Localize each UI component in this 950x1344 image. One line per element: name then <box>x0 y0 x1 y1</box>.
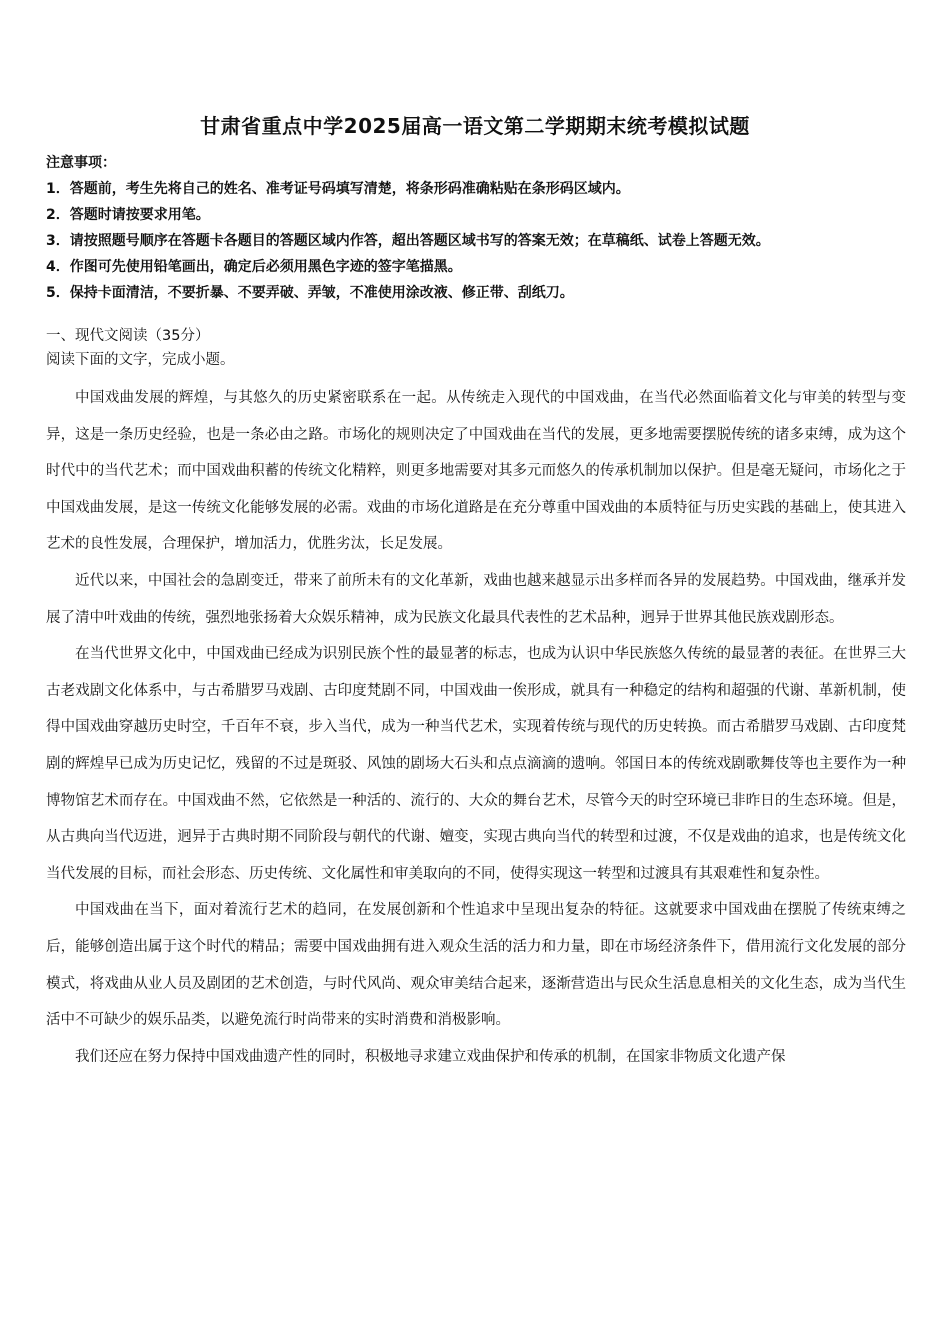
notice-item: 4．作图可先使用铅笔画出，确定后必须用黑色字迹的签字笔描黑。 <box>46 259 462 275</box>
passage-paragraph: 中国戏曲在当下，面对着流行艺术的趋同，在发展创新和个性追求中呈现出复杂的特征。这就要求中国戏曲在摆脱了传统束缚之后，能够创造出属于这个时代的精品；需要中国戏曲拥有进入观众生活的活力和力量，即在市场经济条件下，借用流行文化发展的部分模式，将戏曲从业人员及剧团的艺术创造，与时代风尚、观众审美结合起来，逐渐营造出与民众生活息息相关的文化生态，成为当代生活中不可缺少的娱乐品类，以避免流行时尚带来的实时消费和消极影响。 <box>46 902 906 1029</box>
notice-item: 3．请按照题号顺序在答题卡各题目的答题区域内作答，超出答题区域书写的答案无效；在草稿纸、试卷上答题无效。 <box>46 233 770 249</box>
page-title: 甘肃省重点中学2025届高一语文第二学期期末统考模拟试题 <box>200 114 750 138</box>
notice-heading: 注意事项： <box>46 155 116 171</box>
notice-item: 1．答题前，考生先将自己的姓名、准考证号码填写清楚，将条形码准确粘贴在条形码区域内。 <box>46 181 630 197</box>
section-instruction: 阅读下面的文字，完成小题。 <box>46 352 235 368</box>
notice-item: 2．答题时请按要求用笔。 <box>46 207 210 223</box>
passage-paragraph: 中国戏曲发展的辉煌，与其悠久的历史紧密联系在一起。从传统走入现代的中国戏曲，在当代必然面临着文化与审美的转型与变异，这是一条历史经验，也是一条必由之路。市场化的规则决定了中国戏曲在当代的发展，更多地需要摆脱传统的诸多束缚，成为这个时代中的当代艺术；而中国戏曲积蓄的传统文化精粹，则更多地需要对其多元而悠久的传承机制加以保护。但是毫无疑问，市场化之于中国戏曲发展，是这一传统文化能够发展的必需。戏曲的市场化道路是在充分尊重中国戏曲的本质特征与历史实践的基础上，使其进入艺术的良性发展，合理保护，增加活力，优胜劣汰，长足发展。 <box>46 390 906 553</box>
notice-item: 5．保持卡面清洁，不要折暴、不要弄破、弄皱，不准使用涂改液、修正带、刮纸刀。 <box>46 285 574 301</box>
passage-paragraph: 在当代世界文化中，中国戏曲已经成为识别民族个性的最显著的标志，也成为认识中华民族悠久传统的最显著的表征。在世界三大古老戏剧文化体系中，与古希腊罗马戏剧、古印度梵剧不同，中国戏曲一俟形成，就具有一种稳定的结构和超强的代谢、革新机制，使得中国戏曲穿越历史时空，千百年不衰，步入当代，成为一种当代艺术，实现着传统与现代的历史转换。而古希腊罗马戏剧、古印度梵剧的辉煌早已成为历史记忆，残留的不过是斑驳、风蚀的剧场大石头和点点滴滴的遗响。邻国日本的传统戏剧歌舞伎等也主要作为一种博物馆艺术而存在。中国戏曲不然，它依然是一种活的、流行的、大众的舞台艺术，尽管今天的时空环境已非昨日的生态环境。但是，从古典向当代迈进，迥异于古典时期不同阶段与朝代的代谢、嬗变，实现古典向当代的转型和过渡，不仅是戏曲的追求，也是传统文化当代发展的目标，而社会形态、历史传统、文化属性和审美取向的不同，使得实现这一转型和过渡具有其艰难性和复杂性。 <box>46 646 906 882</box>
passage-paragraph: 我们还应在努力保持中国戏曲遗产性的同时，积极地寻求建立戏曲保护和传承的机制，在国家非物质文化遗产保 <box>75 1048 786 1065</box>
section-heading: 一、现代文阅读（35分） <box>46 328 210 344</box>
notice-block <box>46 150 916 306</box>
passage-paragraph: 近代以来，中国社会的急剧变迁，带来了前所未有的文化革新，戏曲也越来越显示出多样而各异的发展趋势。中国戏曲，继承并发展了清中叶戏曲的传统，强烈地张扬着大众娱乐精神，成为民族文化最具代表性的艺术品种，迥异于世界其他民族戏剧形态。 <box>46 572 906 626</box>
reading-passage <box>46 380 906 1075</box>
